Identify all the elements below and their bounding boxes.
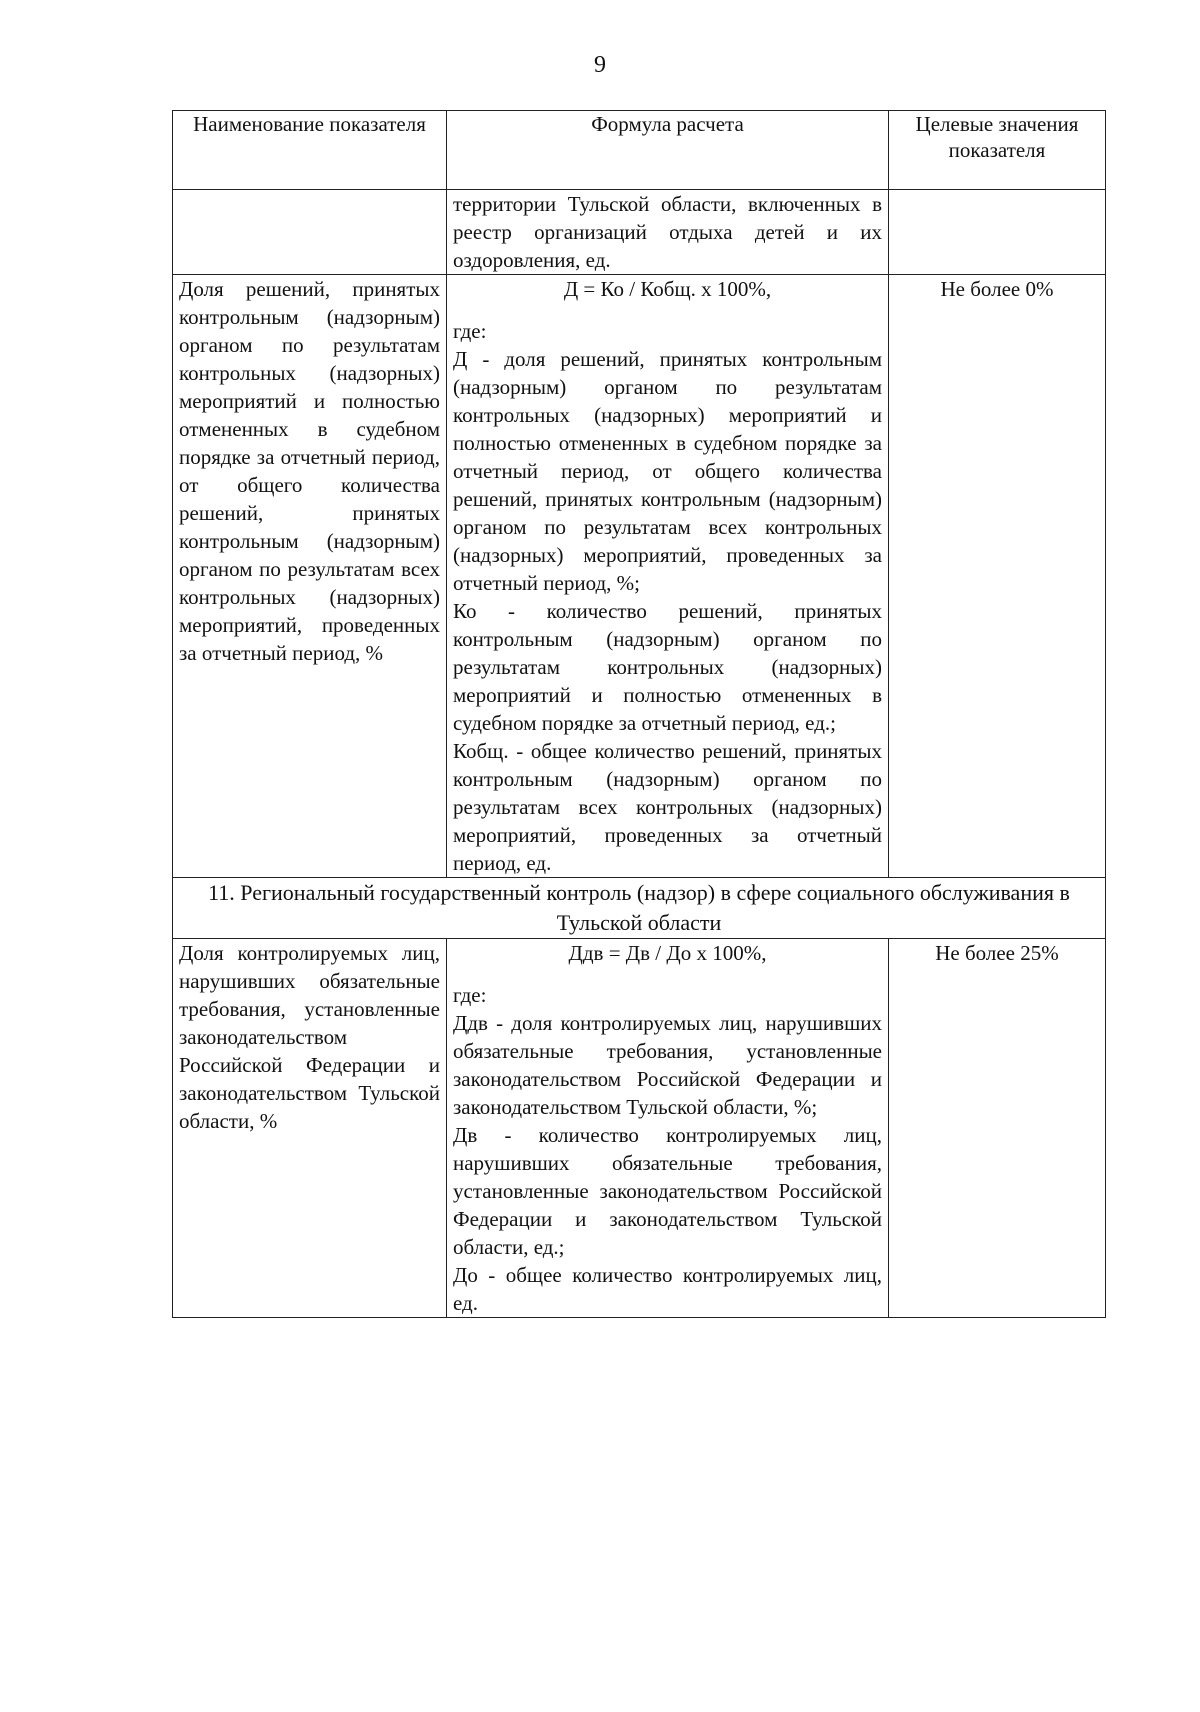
- formula-expression: Ддв = Дв / До х 100%,: [568, 941, 767, 965]
- header-name: Наименование показателя: [173, 111, 447, 190]
- indicator-formula-cell: [447, 275, 889, 878]
- formula-where: где:: [453, 983, 487, 1007]
- continuation-name-cell: [173, 190, 447, 275]
- formula-definition: Ко - количество решений, принятых контрольным (надзорным) органом по результатам контрольных (надзорных) мероприятий и полностью отмененных в судебном порядке за отчетный период, ед.;: [453, 599, 882, 735]
- indicators-table: [172, 110, 1106, 1318]
- continuation-target-cell: [889, 190, 1106, 275]
- header-target: Целевые значения показателя: [889, 111, 1106, 190]
- section-heading-row: [173, 878, 1106, 939]
- table-header-row: [173, 111, 1106, 190]
- formula-definition: Кобщ. - общее количество решений, принятых контрольным (надзорным) органом по результатам всех контрольных (надзорных) мероприятий, проведенных за отчетный период, ед.: [453, 739, 882, 875]
- header-formula: Формула расчета: [447, 111, 889, 190]
- formula-where: где:: [453, 319, 487, 343]
- indicator-target-cell: Не более 0%: [889, 275, 1106, 878]
- section-heading: 11. Региональный государственный контроль (надзор) в сфере социального обслуживания в Тульской области: [173, 878, 1106, 939]
- continuation-row: [173, 190, 1106, 275]
- formula-definition: Ддв - доля контролируемых лиц, нарушивших обязательные требования, установленные законодательством Российской Федерации и законодательством Тульской области, %;: [453, 1011, 882, 1119]
- indicator-row-violators: [173, 939, 1106, 1318]
- indicator-name-cell: Доля контролируемых лиц, нарушивших обязательные требования, установленные законодательством Российской Федерации и законодательством Тульской области, %: [173, 939, 447, 1318]
- formula-definition: Д - доля решений, принятых контрольным (надзорным) органом по результатам контрольных (надзорных) мероприятий и полностью отмененных в судебном порядке за отчетный период, от общего количества решений, принятых контрольным (надзорным) органом по результатам всех контрольных (надзорных) мероприятий, проведенных за отчетный период, %;: [453, 347, 882, 595]
- page-number: 9: [594, 52, 606, 78]
- indicator-name-cell: Доля решений, принятых контрольным (надзорным) органом по результатам контрольных (надзорных) мероприятий и полностью отмененных в судебном порядке за отчетный период, от общего количества решений, принятых контрольным (надзорным) органом по результатам всех контрольных (надзорных) мероприятий, проведенных за отчетный период, %: [173, 275, 447, 878]
- continuation-formula-cell: территории Тульской области, включенных в реестр организаций отдыха детей и их оздоровления, ед.: [447, 190, 889, 275]
- indicator-formula-cell: [447, 939, 889, 1318]
- formula-definition: До - общее количество контролируемых лиц, ед.: [453, 1263, 882, 1315]
- formula-expression: Д = Ко / Кобщ. х 100%,: [563, 277, 772, 301]
- indicator-row-decisions: [173, 275, 1106, 878]
- formula-definition: Дв - количество контролируемых лиц, нарушивших обязательные требования, установленные законодательством Российской Федерации и законодательством Тульской области, ед.;: [453, 1123, 882, 1259]
- indicator-target-cell: Не более 25%: [889, 939, 1106, 1318]
